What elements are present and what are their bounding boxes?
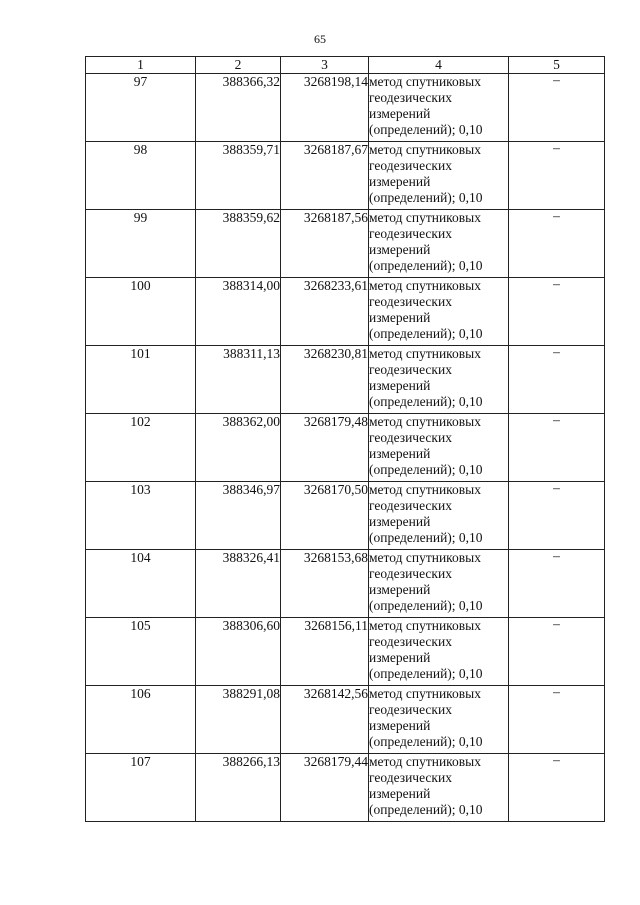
- method-line: измерений: [369, 106, 431, 121]
- method-cell: [369, 346, 509, 414]
- method-line: измерений: [369, 378, 431, 393]
- x-coordinate-cell: 388359,62: [196, 210, 281, 278]
- point-number-cell: 107: [86, 754, 196, 822]
- method-cell: [369, 686, 509, 754]
- method-line: метод спутниковых: [369, 142, 481, 157]
- coordinates-table: [85, 56, 605, 822]
- note-dash: –: [553, 412, 560, 427]
- note-cell: [509, 618, 605, 686]
- table-row: [86, 142, 605, 210]
- y-coordinate-cell: 3268156,11: [281, 618, 369, 686]
- table-row: [86, 482, 605, 550]
- y-coordinate-cell: 3268198,14: [281, 74, 369, 142]
- method-line: измерений: [369, 718, 431, 733]
- x-coordinate-cell: 388306,60: [196, 618, 281, 686]
- note-cell: [509, 482, 605, 550]
- point-number-cell: 99: [86, 210, 196, 278]
- method-line: геодезических: [369, 90, 452, 105]
- column-header: 5: [509, 57, 605, 74]
- method-line: метод спутниковых: [369, 618, 481, 633]
- note-cell: [509, 278, 605, 346]
- method-line: метод спутниковых: [369, 74, 481, 89]
- table-row: [86, 754, 605, 822]
- method-line: измерений: [369, 242, 431, 257]
- page-number: 65: [314, 32, 326, 46]
- table-header-row: [86, 57, 605, 74]
- column-header: 4: [369, 57, 509, 74]
- x-coordinate-cell: 388326,41: [196, 550, 281, 618]
- note-dash: –: [553, 684, 560, 699]
- y-coordinate-cell: 3268142,56: [281, 686, 369, 754]
- point-number-cell: 104: [86, 550, 196, 618]
- point-number-cell: 98: [86, 142, 196, 210]
- x-coordinate-cell: 388314,00: [196, 278, 281, 346]
- method-line: метод спутниковых: [369, 346, 481, 361]
- method-line: метод спутниковых: [369, 278, 481, 293]
- method-cell: [369, 482, 509, 550]
- method-line: измерений: [369, 310, 431, 325]
- y-coordinate-cell: 3268170,50: [281, 482, 369, 550]
- method-line: (определений); 0,10: [369, 122, 483, 137]
- method-cell: [369, 142, 509, 210]
- method-line: геодезических: [369, 226, 452, 241]
- method-cell: [369, 618, 509, 686]
- method-line: метод спутниковых: [369, 482, 481, 497]
- x-coordinate-cell: 388366,32: [196, 74, 281, 142]
- note-cell: [509, 754, 605, 822]
- point-number-cell: 102: [86, 414, 196, 482]
- note-cell: [509, 414, 605, 482]
- table-row: [86, 74, 605, 142]
- method-cell: [369, 754, 509, 822]
- method-line: измерений: [369, 174, 431, 189]
- table-row: [86, 686, 605, 754]
- note-dash: –: [553, 548, 560, 563]
- method-cell: [369, 550, 509, 618]
- method-line: геодезических: [369, 294, 452, 309]
- method-line: (определений); 0,10: [369, 666, 483, 681]
- method-line: измерений: [369, 582, 431, 597]
- y-coordinate-cell: 3268230,81: [281, 346, 369, 414]
- method-line: геодезических: [369, 702, 452, 717]
- method-line: (определений); 0,10: [369, 530, 483, 545]
- method-line: (определений); 0,10: [369, 258, 483, 273]
- note-cell: [509, 346, 605, 414]
- method-line: геодезических: [369, 770, 452, 785]
- table-row: [86, 346, 605, 414]
- x-coordinate-cell: 388346,97: [196, 482, 281, 550]
- method-line: геодезических: [369, 498, 452, 513]
- method-line: геодезических: [369, 362, 452, 377]
- method-line: (определений); 0,10: [369, 326, 483, 341]
- method-line: геодезических: [369, 430, 452, 445]
- method-line: метод спутниковых: [369, 550, 481, 565]
- method-line: (определений); 0,10: [369, 598, 483, 613]
- method-line: геодезических: [369, 634, 452, 649]
- x-coordinate-cell: 388362,00: [196, 414, 281, 482]
- point-number-cell: 100: [86, 278, 196, 346]
- y-coordinate-cell: 3268233,61: [281, 278, 369, 346]
- x-coordinate-cell: 388311,13: [196, 346, 281, 414]
- method-line: метод спутниковых: [369, 210, 481, 225]
- table-row: [86, 278, 605, 346]
- note-dash: –: [553, 276, 560, 291]
- table-row: [86, 210, 605, 278]
- method-line: (определений); 0,10: [369, 190, 483, 205]
- y-coordinate-cell: 3268179,44: [281, 754, 369, 822]
- method-line: геодезических: [369, 158, 452, 173]
- method-line: метод спутниковых: [369, 414, 481, 429]
- method-line: измерений: [369, 650, 431, 665]
- note-cell: [509, 550, 605, 618]
- y-coordinate-cell: 3268187,56: [281, 210, 369, 278]
- method-line: (определений); 0,10: [369, 802, 483, 817]
- method-line: (определений); 0,10: [369, 734, 483, 749]
- method-line: измерений: [369, 514, 431, 529]
- x-coordinate-cell: 388266,13: [196, 754, 281, 822]
- note-dash: –: [553, 72, 560, 87]
- method-cell: [369, 414, 509, 482]
- column-header: 2: [196, 57, 281, 74]
- method-line: метод спутниковых: [369, 754, 481, 769]
- note-dash: –: [553, 480, 560, 495]
- column-header: 1: [86, 57, 196, 74]
- y-coordinate-cell: 3268153,68: [281, 550, 369, 618]
- note-cell: [509, 142, 605, 210]
- method-line: (определений); 0,10: [369, 462, 483, 477]
- note-dash: –: [553, 208, 560, 223]
- method-line: измерений: [369, 446, 431, 461]
- point-number-cell: 97: [86, 74, 196, 142]
- note-cell: [509, 74, 605, 142]
- note-cell: [509, 210, 605, 278]
- point-number-cell: 101: [86, 346, 196, 414]
- method-cell: [369, 210, 509, 278]
- note-dash: –: [553, 344, 560, 359]
- x-coordinate-cell: 388291,08: [196, 686, 281, 754]
- table-row: [86, 618, 605, 686]
- point-number-cell: 105: [86, 618, 196, 686]
- method-line: (определений); 0,10: [369, 394, 483, 409]
- table-body: [86, 74, 605, 822]
- note-cell: [509, 686, 605, 754]
- y-coordinate-cell: 3268179,48: [281, 414, 369, 482]
- method-line: геодезических: [369, 566, 452, 581]
- table-row: [86, 414, 605, 482]
- point-number-cell: 103: [86, 482, 196, 550]
- method-cell: [369, 74, 509, 142]
- column-header: 3: [281, 57, 369, 74]
- method-line: измерений: [369, 786, 431, 801]
- table-row: [86, 550, 605, 618]
- x-coordinate-cell: 388359,71: [196, 142, 281, 210]
- method-cell: [369, 278, 509, 346]
- note-dash: –: [553, 616, 560, 631]
- point-number-cell: 106: [86, 686, 196, 754]
- method-line: метод спутниковых: [369, 686, 481, 701]
- note-dash: –: [553, 752, 560, 767]
- note-dash: –: [553, 140, 560, 155]
- y-coordinate-cell: 3268187,67: [281, 142, 369, 210]
